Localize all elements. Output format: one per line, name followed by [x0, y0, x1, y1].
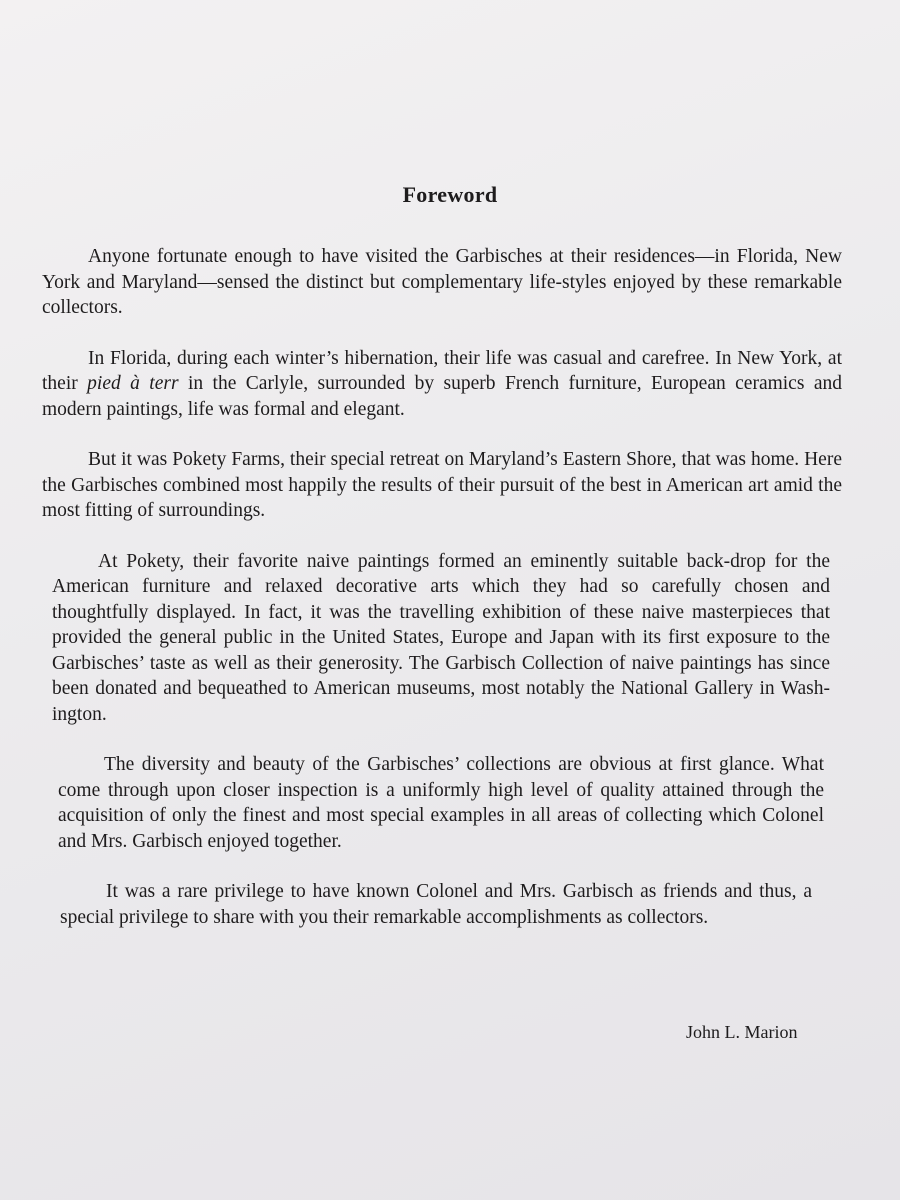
paragraph-3: But it was Pokety Farms, their special retreat on Maryland’s Eastern Shore, that was home. Here the Garbisches combined most happily the results of their pursuit of the best in American art amid the most fitting of surroundings. — [42, 449, 842, 521]
paragraph-2 — [42, 346, 842, 423]
signature: John L. Marion — [686, 1022, 798, 1042]
foreword-body — [42, 244, 842, 955]
paragraph-5: The diversity and beauty of the Garbisches’ collections are obvious at first glance. What come through upon closer inspection is a uniformly high level of quality attained through the acquisition of only the finest and most special examples in all areas of collecting which Colonel and Mrs. Garbisch enjoyed together. — [58, 754, 824, 852]
paragraph-2-italic-phrase: pied à terr — [87, 373, 179, 394]
paragraph-6: It was a rare privilege to have known Colonel and Mrs. Garbisch as friends and thus, a special privilege to share with you their remarkable accomplishments as collectors. — [60, 881, 812, 928]
paragraph-4: At Pokety, their favorite naive paintings formed an eminently suitable back-drop for the American furniture and relaxed decorative arts which they had so carefully chosen and thoughtfully displayed. In fact, it was the travelling exhibition of these naive masterpieces that provided the general public in the United States, Europe and Japan with its first exposure to the Garbisches’ taste as well as their generosity. The Garbisch Collection of naive paintings has since been donated and bequeathed to American museums, most notably the National Gallery in Wash-ington. — [52, 550, 830, 725]
paragraph-1: Anyone fortunate enough to have visited the Garbisches at their residences—in Florida, New York and Maryland—sensed the distinct but complementary life-styles enjoyed by these remarkable collectors. — [42, 246, 842, 318]
page-title: Foreword — [402, 182, 498, 207]
paragraph-2-end: in the Carlyle, surrounded by superb French furniture, European ceramics and modern paintings, life was formal and elegant. — [42, 373, 842, 420]
paragraph-2-start: In Florida, during each winter’s hibernation, their life was casual and carefree. In New York, at their — [42, 347, 842, 394]
